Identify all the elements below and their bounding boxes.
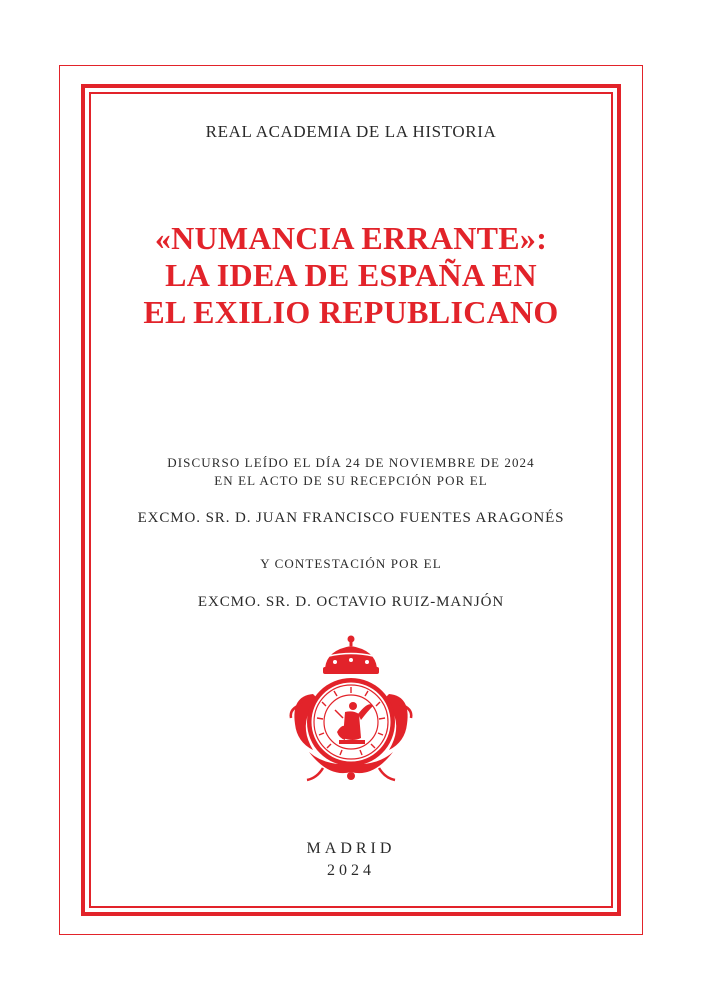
- imprint-year: 2024: [327, 862, 375, 879]
- reply-intro: Y CONTESTACIÓN POR EL: [260, 556, 442, 571]
- title-line-3: EL EXILIO REPUBLICANO: [143, 294, 559, 330]
- imprint-place: MADRID: [306, 840, 396, 857]
- title-line-1: «NUMANCIA ERRANTE»:: [154, 220, 548, 256]
- speaker-name: EXCMO. SR. D. JUAN FRANCISCO FUENTES ARAGONÉS: [137, 510, 565, 526]
- replier-name: EXCMO. SR. D. OCTAVIO RUIZ-MANJÓN: [197, 594, 505, 610]
- institution-name: REAL ACADEMIA DE LA HISTORIA: [205, 122, 497, 141]
- title-line-2: LA IDEA DE ESPAÑA EN: [165, 257, 537, 293]
- inner-frame: [89, 92, 613, 908]
- academy-seal-icon: [283, 634, 419, 784]
- speech-date-line: DISCURSO LEÍDO EL DÍA 24 DE NOVIEMBRE DE 2024: [167, 455, 535, 470]
- speech-reception-line: EN EL ACTO DE SU RECEPCIÓN POR EL: [214, 473, 488, 488]
